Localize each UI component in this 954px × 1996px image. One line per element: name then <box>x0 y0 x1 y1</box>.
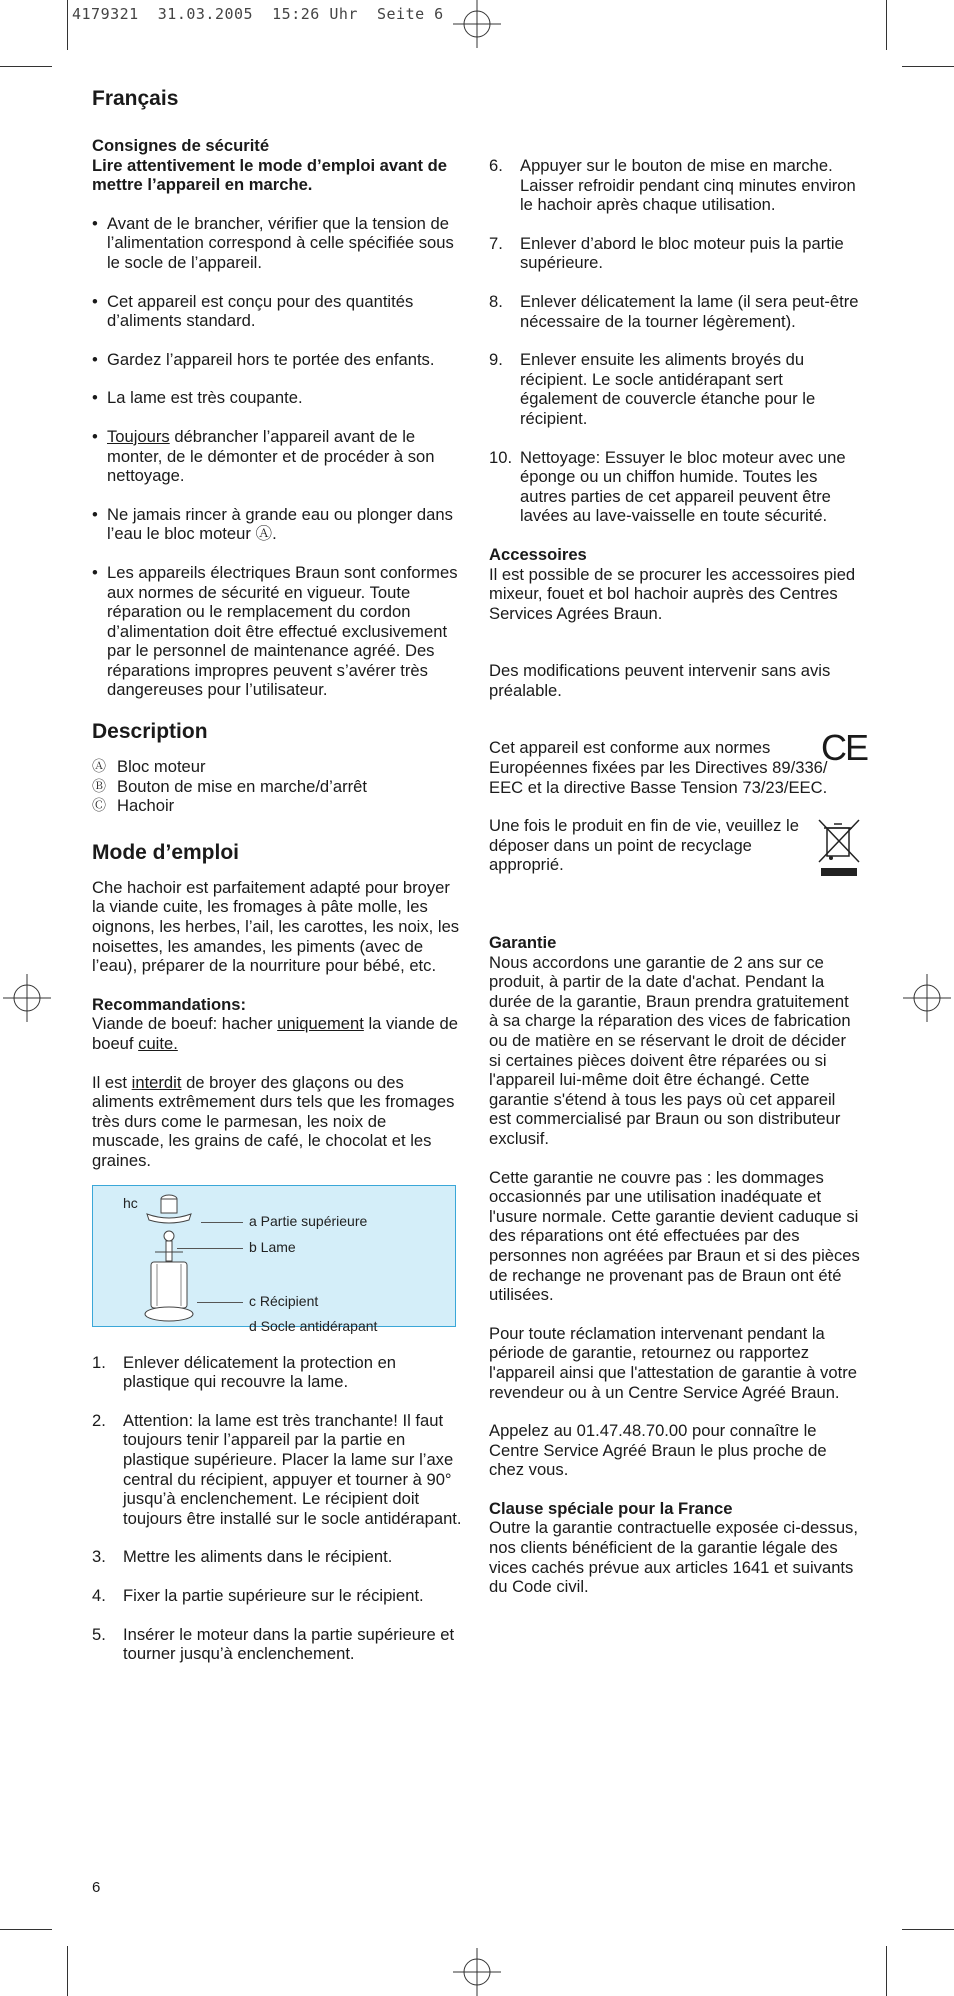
mode-title: Mode d’emploi <box>92 840 239 864</box>
safety-heading: Consignes de sécurité <box>92 136 270 155</box>
list-item: • Cet appareil est conçu pour des quantités d’aliments standard. <box>92 292 462 331</box>
print-header-line: 4179321 31.03.2005 15:26 Uhr Seite 6 <box>72 5 444 23</box>
leader-line <box>197 1302 243 1303</box>
step-item: 8. Enlever délicatement la lame (il sera peut-être nécessaire de la tourner légèrement). <box>489 291 859 331</box>
figure-label-c: c Récipient <box>249 1292 319 1309</box>
step-item: 5. Insérer le moteur dans la partie supérieure et tourner jusqu’à enclenchement. <box>92 1624 455 1664</box>
chopper-diagram <box>92 1185 456 1334</box>
list-item <box>92 777 462 797</box>
chopper-illustration-icon <box>143 1190 213 1324</box>
list-item: • Toujours débrancher l’appareil avant de le monter, de le démonter et de procéder à son nettoyage. <box>92 426 435 486</box>
part-code: Ⓒ <box>92 797 106 814</box>
list-item: • Ne jamais rincer à grande eau ou plonger dans l’eau le bloc moteur Ⓐ. <box>92 505 462 544</box>
registration-mark-bottom-icon <box>453 1948 501 1996</box>
safety-subheading: Lire attentivement le mode d’emploi avant de mettre l’appareil en marche. <box>92 155 448 195</box>
leader-line <box>177 1248 243 1249</box>
clause-heading: Clause spéciale pour la France <box>489 1498 733 1518</box>
crop-mark <box>886 1946 887 1996</box>
clause-text: Outre la garantie contractuelle exposée ci-dessus, nos clients bénéficient de la garantie légale des vices cachés prévue aux articles 1641 et suivants du Code civil. <box>489 1518 858 1597</box>
list-item <box>92 757 462 777</box>
crossed-bin-icon <box>817 818 861 878</box>
list-item: • Les appareils électriques Braun sont conformes aux normes de sécurité en vigueur. Toute réparation ou le remplacement du cordon d’alimentation doit être effectué exclusivement par le personnel de maintenance agréé. Des réparations impropres peuvent s’avérer très dangereuses pour l’utilisateur. <box>92 563 462 700</box>
recycling-text: Une fois le produit en fin de vie, veuillez le déposer dans un point de recyclage approprié. <box>489 816 799 875</box>
figure-tag: hc <box>123 1194 138 1211</box>
warranty-paragraph: Appelez au 01.47.48.70.00 pour connaître le Centre Service Agréé Braun le plus proche de chez vous. <box>489 1421 827 1480</box>
list-item: • La lame est très coupante. <box>92 388 303 408</box>
list-item: • Avant de le brancher, vérifier que la tension de l’alimentation correspond à celle spécifiée sous le socle de l’appareil. <box>92 214 462 273</box>
recommendations-text: Viande de boeuf: hacher uniquement la viande de boeuf cuite. <box>92 1014 458 1053</box>
crop-mark <box>0 1929 52 1930</box>
part-label: Bouton de mise en marche/d’arrêt <box>117 776 367 796</box>
page-number: 6 <box>92 1879 101 1896</box>
part-code: Ⓐ <box>92 758 106 775</box>
step-item: 9. Enlever ensuite les aliments broyés du récipient. Le socle antidérapant sert également de couvercle étanche pour le récipient. <box>489 350 816 428</box>
left-column <box>92 86 462 1683</box>
accessories-heading: Accessoires <box>489 544 587 564</box>
bullet-text: débrancher l’appareil avant de le monter, de le démonter et de procéder à son nettoyage. <box>107 426 435 486</box>
step-item: 7. Enlever d’abord le bloc moteur puis la partie supérieure. <box>489 233 844 273</box>
accessories-text: Il est possible de se procurer les accessoires pied mixeur, fouet et bol hachoir auprès des Centres Services Agrées Braun. <box>489 564 856 623</box>
warranty-paragraph: Nous accordons une garantie de 2 ans sur ce produit, à partir de la date d'achat. Pendant la durée de la garantie, Braun prendra gratuitement à sa charge la réparation des vices de fabrication ou de matière en se réservant le droit de décider si certaines pièces doivent être réparées ou si l'appareil lui-même doit être échangé. Cette garantie s'étend à tous les pays où cet appareil est commercialisé par Braun ou son distributeur exclusif. <box>489 952 851 1148</box>
registration-mark-left-icon <box>3 974 51 1022</box>
crop-mark <box>67 0 68 50</box>
step-item: 1. Enlever délicatement la protection en plastique qui recouvre la lame. <box>92 1352 397 1392</box>
part-label: Hachoir <box>117 796 175 816</box>
bullet-text: Avant de le brancher, vérifier que la tension de l’alimentation correspond à celle spécifiée sous le socle de l’appareil. <box>107 213 454 272</box>
part-code: Ⓑ <box>92 777 106 794</box>
ce-conformity-block <box>489 727 867 797</box>
modifications-note: Des modifications peuvent intervenir sans avis préalable. <box>489 661 831 700</box>
ce-text: Cet appareil est conforme aux normes Européennes fixées par les Directives 89/336/ EEC et la directive Basse Tension 73/23/EEC. <box>489 738 828 797</box>
forbidden-text: Il est interdit de broyer des glaçons ou des aliments extrêmement durs tels que les fromages très durs come le parmesan, les noix de muscade, les grains de café, le chocolat et les graines. <box>92 1072 455 1170</box>
bullet-text: Les appareils électriques Braun sont conformes aux normes de sécurité en vigueur. Toute réparation ou le remplacement du cordon d’alimentation doit être effectué exclusivement par le personnel de maintenance agréé. Des réparations impropres peuvent s’avérer très dangereuses pour l’utilisateur. <box>107 562 458 700</box>
list-item: • Gardez l’appareil hors te portée des enfants. <box>92 349 435 369</box>
step-item: 4. Fixer la partie supérieure sur le récipient. <box>92 1585 424 1605</box>
ce-mark-icon: CE <box>820 727 867 769</box>
warranty-paragraph: Pour toute réclamation intervenant pendant la période de garantie, retournez ou rapportez l'appareil ainsi que l'attestation de garantie à votre revendeur ou à un Centre Service Agréé Braun. <box>489 1323 857 1402</box>
figure-label-d: d Socle antidérapant <box>249 1317 378 1334</box>
figure-label-b: b Lame <box>249 1238 296 1255</box>
crop-mark <box>67 1946 68 1996</box>
crop-mark <box>902 66 954 67</box>
crop-mark <box>886 0 887 50</box>
language-title: Français <box>92 87 179 110</box>
crop-mark <box>0 66 52 67</box>
step-item: 10. Nettoyage: Essuyer le bloc moteur avec une éponge ou un chiffon humide. Toutes les autres parties de cet appareil peuvent être lavées au lave-vaisselle en toute sécurité. <box>489 447 846 526</box>
right-column <box>489 156 867 1597</box>
description-title: Description <box>92 720 208 744</box>
step-item: 3. Mettre les aliments dans le récipient. <box>92 1547 393 1567</box>
bullet-text: Ne jamais rincer à grande eau ou plonger dans l’eau le bloc moteur Ⓐ. <box>107 504 453 544</box>
list-item <box>92 796 462 816</box>
underlined-word: Toujours <box>107 426 170 446</box>
bullet-text: Cet appareil est conçu pour des quantités d’aliments standard. <box>107 291 414 331</box>
crop-mark <box>902 1929 954 1930</box>
bullet-text: Gardez l’appareil hors te portée des enfants. <box>107 349 435 369</box>
warranty-heading: Garantie <box>489 933 557 953</box>
step-item: 6. Appuyer sur le bouton de mise en marche. Laisser refroidir pendant cinq minutes environ le hachoir après chaque utilisation. <box>489 156 856 215</box>
leader-line <box>201 1222 243 1223</box>
registration-mark-right-icon <box>903 974 951 1022</box>
step-item: 2. Attention: la lame est très tranchante! Il faut toujours tenir l’appareil par la partie en plastique supérieure. Placer la lame sur l’axe central du récipient, appuyer et tourner à 90° jusqu’à enclenchement. Le récipient doit toujours être installé sur le socle antidérapant. <box>92 1410 462 1528</box>
recommendations-heading: Recommandations: <box>92 994 246 1014</box>
warranty-paragraph: Cette garantie ne couvre pas : les dommages occasionnés par une utilisation inadéquate et l'usure normale. Cette garantie devient caduque si des réparations ont été effectuées par des personnes non agréées par Braun et si des pièces de rechange ne provenant pas de Braun ont été utilisées. <box>489 1167 860 1305</box>
bullet-text: La lame est très coupante. <box>107 388 303 408</box>
figure-label-a: a Partie supérieure <box>249 1212 368 1229</box>
part-label: Bloc moteur <box>117 757 206 777</box>
mode-intro: Che hachoir est parfaitement adapté pour broyer la viande cuite, les fromages à pâte molle, les oignons, les herbes, l’ail, les carottes, les noix, les noisettes, les amandes, les piments (avec de l’eau), préparer de la nourriture pour bébé, etc. <box>92 877 460 976</box>
recycling-block <box>489 816 861 875</box>
registration-mark-top-icon <box>453 0 501 48</box>
